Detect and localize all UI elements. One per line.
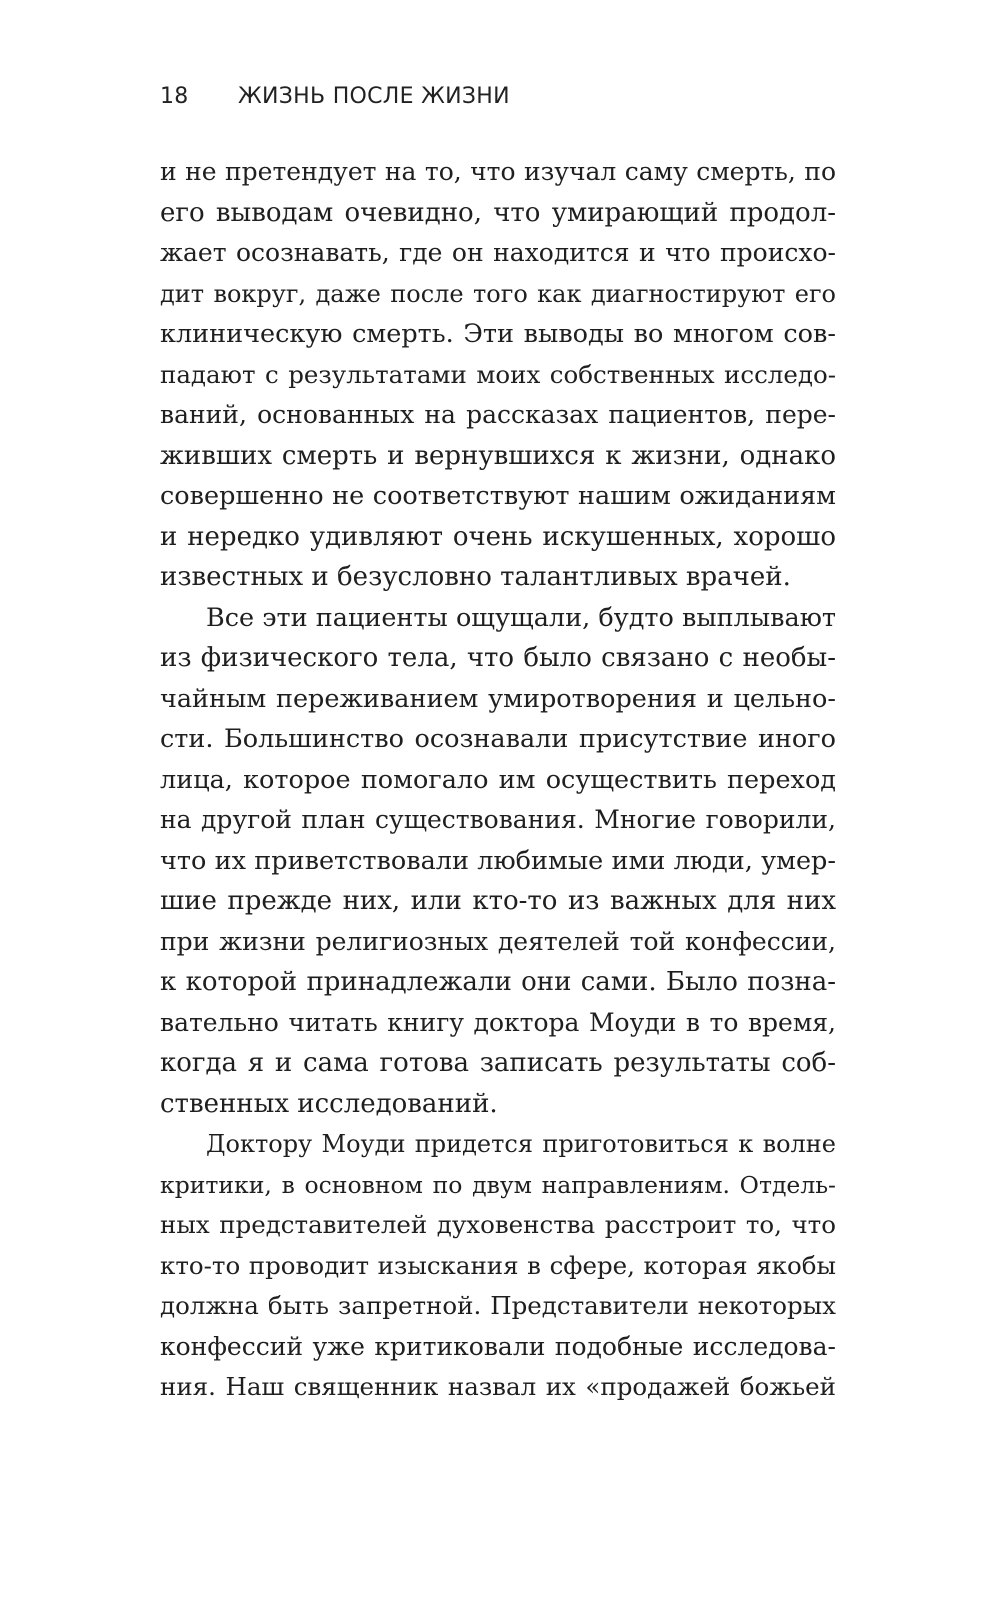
page-number: 18	[160, 84, 189, 109]
text-line: шие прежде них, или кто-то из важных для них	[160, 886, 836, 916]
running-title: ЖИЗНЬ ПОСЛЕ ЖИЗНИ	[238, 84, 510, 109]
text-line: когда я и сама готова записать результаты соб-	[160, 1048, 836, 1078]
text-line: ных представителей духовенства расстроит то, что	[160, 1210, 836, 1239]
running-head	[160, 84, 840, 118]
text-line: и не претендует на то, что изучал саму смерть, по	[160, 157, 836, 186]
body-text	[160, 152, 836, 1408]
text-line: ственных исследований.	[160, 1088, 498, 1119]
text-line: Доктору Моуди придется приготовиться к волне	[206, 1130, 836, 1158]
text-line: живших смерть и вернувшихся к жизни, однако	[160, 440, 836, 471]
text-line: дит вокруг, даже после того как диагностируют его	[160, 279, 836, 308]
text-line: вательно читать книгу доктора Моуди в то время,	[160, 1007, 836, 1037]
text-line: лица, которое помогало им осуществить переход	[160, 764, 836, 795]
text-line: что их приветствовали любимые ими люди, умер-	[160, 845, 836, 876]
text-line: на другой план существования. Многие говорили,	[160, 805, 836, 834]
text-line: жает осознавать, где он находится и что происхо-	[160, 238, 836, 267]
text-line: из физического тела, что было связано с необы-	[160, 643, 836, 673]
text-line: и нередко удивляют очень искушенных, хорошо	[160, 521, 836, 552]
text-line: клиническую смерть. Эти выводы во многом сов-	[160, 319, 836, 349]
text-line: сти. Большинство осознавали присутствие иного	[160, 724, 836, 754]
text-line: ния. Наш священник назвал их «продажей божьей	[160, 1372, 836, 1401]
text-line: конфессий уже критиковали подобные исследова-	[160, 1331, 836, 1361]
text-line: его выводам очевидно, что умирающий продол-	[160, 197, 836, 228]
text-line: критики, в основном по двум направлениям. Отдель-	[160, 1170, 836, 1199]
text-line: к которой принадлежали они сами. Было позна-	[160, 967, 836, 997]
text-line: чайным переживанием умиротворения и цельно-	[160, 683, 836, 714]
text-line: ваний, основанных на рассказах пациентов, пере-	[160, 400, 836, 429]
text-line: при жизни религиозных деятелей той конфессии,	[160, 926, 836, 956]
text-line: падают с результатами моих собственных исследо-	[160, 359, 836, 389]
text-line: Все эти пациенты ощущали, будто выплывают	[206, 602, 836, 633]
text-line: совершенно не соответствуют нашим ожиданиям	[160, 481, 836, 511]
text-line: должна быть запретной. Представители некоторых	[160, 1291, 836, 1320]
text-line: известных и безусловно талантливых врачей.	[160, 562, 791, 592]
text-line: кто-то проводит изыскания в сфере, которая якобы	[160, 1250, 836, 1280]
